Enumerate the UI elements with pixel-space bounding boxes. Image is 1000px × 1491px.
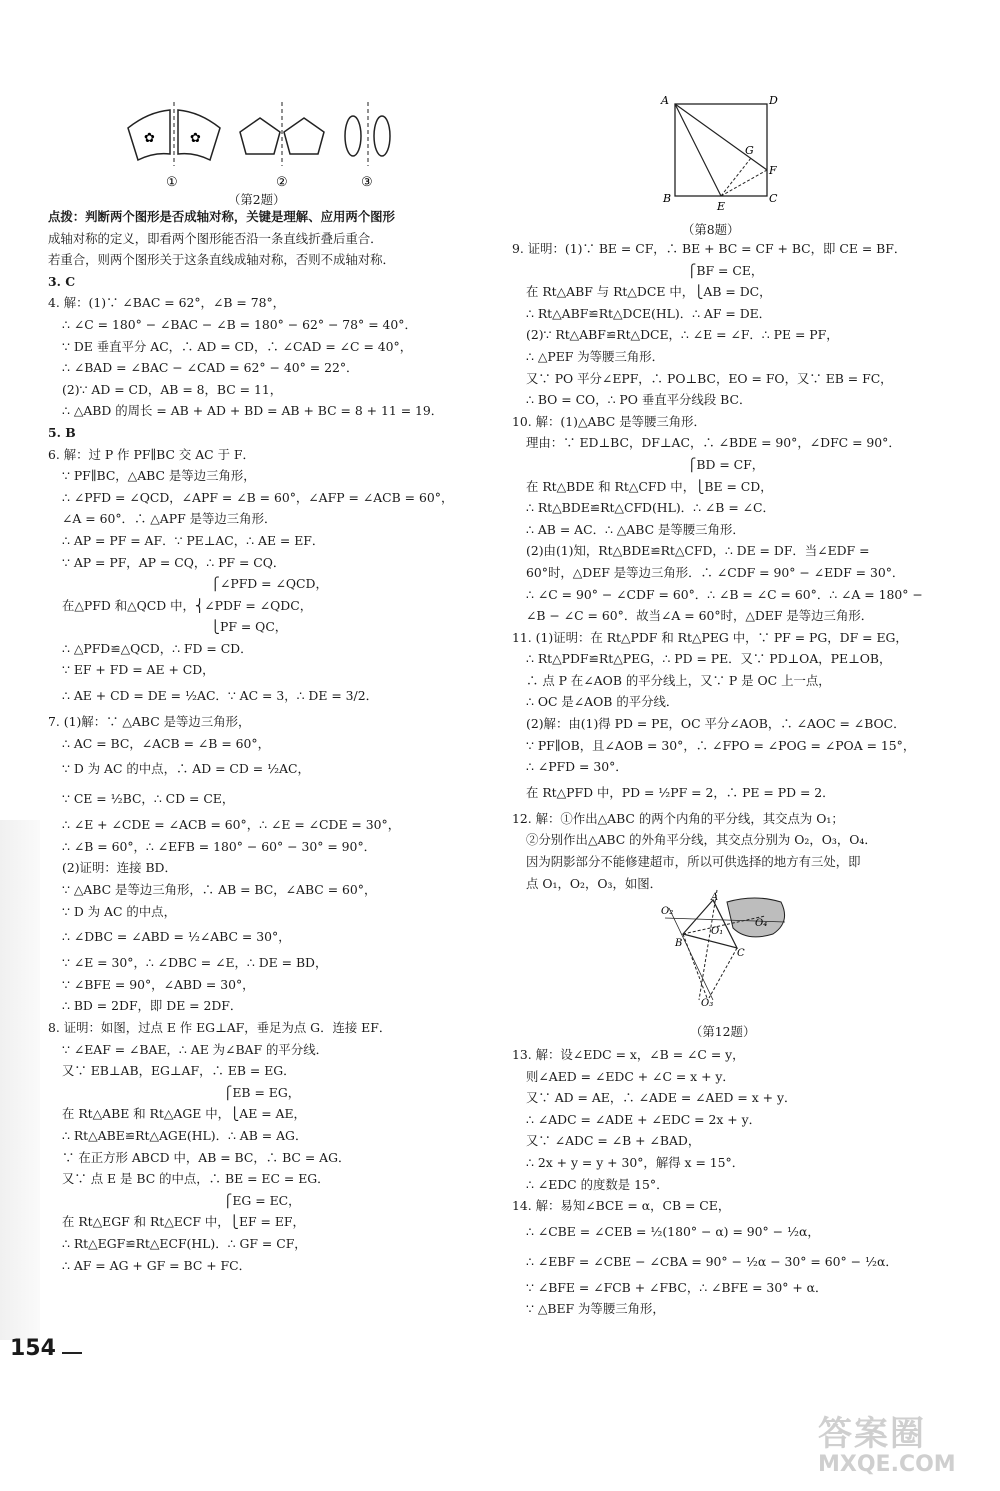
fig8-point-D: D xyxy=(769,94,778,107)
figure-2-label-3: ③ xyxy=(361,175,373,190)
figure-12-caption: （第12题） xyxy=(690,1024,756,1039)
text-line: ∴ Rt△ABF≌Rt△DCE(HL)．∴ AF = DE． xyxy=(526,305,772,321)
left-column xyxy=(48,206,466,1276)
right-column xyxy=(512,238,952,894)
text-line: ∴ AP = PF = AF．∵ PE⊥AC，∴ AE = EF． xyxy=(62,532,325,548)
fig12-point-A: A xyxy=(711,892,719,903)
text-line: 60°时，△DEF 是等边三角形．∴ ∠CDF = 90° − ∠EDF = 30°． xyxy=(526,564,905,580)
fig8-point-G: G xyxy=(745,144,754,157)
text-line: ∴ Rt△EGF≌Rt△ECF(HL)．∴ GF = CF， xyxy=(62,1235,307,1251)
fig12-point-O3: O₃ xyxy=(701,998,714,1009)
text-line: ⎧BD = CF， xyxy=(526,456,765,472)
text-line: 在 Rt△BDE 和 Rt△CFD 中，⎩BE = CD， xyxy=(526,478,773,494)
text-line: ∵ △BEF 为等腰三角形， xyxy=(526,1301,665,1317)
text-line: ∵ PF∥OB，且∠AOB = 30°，∴ ∠FPO = ∠POG = ∠POA = 15°， xyxy=(526,737,916,753)
text-line: ∵ DE 垂直平分 AC，∴ AD = CD，∴ ∠CAD = ∠C = 40°， xyxy=(62,338,413,354)
text-line: ∵ ∠BFE = ∠FCB + ∠FBC，∴ ∠BFE = 30° + α． xyxy=(526,1279,828,1295)
text-line: ∴ ∠EDC 的度数是 15°． xyxy=(526,1176,669,1192)
text-line: ∵ CE = ½BC，∴ CD = CE， xyxy=(62,791,235,807)
text-line: ∠A = 60°．∴ △APF 是等边三角形． xyxy=(62,511,277,527)
text-line: ∴ AC = BC，∠ACB = ∠B = 60°， xyxy=(62,735,270,751)
text-line: 3. C xyxy=(48,273,76,289)
text-line: 10. 解：(1)△ABC 是等腰三角形． xyxy=(512,413,706,429)
page-number: 154 xyxy=(10,1336,56,1361)
text-line: ∴ ∠PFD = ∠QCD，∠APF = ∠B = 60°，∠AFP = ∠ACB = 60°， xyxy=(62,489,454,505)
text-line: 因为阴影部分不能修建超市，所以可供选择的地方有三处，即 xyxy=(526,854,861,870)
text-line: ∵ D 为 AC 的中点，∴ AD = CD = ½AC， xyxy=(62,761,310,777)
text-line: 13. 解：设∠EDC = x，∠B = ∠C = y， xyxy=(512,1047,745,1062)
fig8-point-F: F xyxy=(769,164,777,177)
text-line: 又∵ AD = AE，∴ ∠ADE = ∠AED = x + y． xyxy=(526,1090,797,1106)
fig12-point-O2: O₂ xyxy=(661,906,674,917)
text-line: ∴ BD = 2DF，即 DE = 2DF． xyxy=(62,998,243,1014)
text-line: ∵ △ABC 是等边三角形，∴ AB = BC，∠ABC = 60°， xyxy=(62,882,377,898)
figure-12 xyxy=(655,888,795,1010)
text-line: 在△PFD 和△QCD 中，⎨∠PDF = ∠QDC， xyxy=(62,597,313,613)
text-line: ⎧EG = EC， xyxy=(62,1192,301,1208)
svg-text:✿: ✿ xyxy=(190,131,201,146)
text-line: ∵ D 为 AC 的中点， xyxy=(62,903,176,919)
fig12-point-C: C xyxy=(737,948,745,959)
watermark-url: MXQE.COM xyxy=(818,1452,956,1477)
text-line: ∴ Rt△BDE≌Rt△CFD(HL)．∴ ∠B = ∠C． xyxy=(526,500,775,516)
watermark xyxy=(818,1406,988,1484)
text-line: ∴ △ABD 的周长 = AB + AD + BD = AB + BC = 8 + 11 = 19． xyxy=(62,403,444,419)
text-line: ∴ ∠E + ∠CDE = ∠ACB = 60°，∴ ∠E = ∠CDE = 30°， xyxy=(62,817,401,833)
text-line: 又∵ ∠ADC = ∠B + ∠BAD， xyxy=(526,1133,701,1149)
fig8-point-B: B xyxy=(663,192,672,205)
text-line: ∵ AP = PF，AP = CQ，∴ PF = CQ． xyxy=(62,554,286,570)
figure-2-caption: （第2题） xyxy=(228,192,286,207)
text-line: ∴ ∠ADC = ∠ADE + ∠EDC = 2x + y． xyxy=(526,1111,762,1127)
text-line: ∴ Rt△ABE≌Rt△AGE(HL)．∴ AB = AG． xyxy=(62,1127,308,1143)
text-line: ∴ ∠C = 180° − ∠BAC − ∠B = 180° − 62° − 78° = 40°． xyxy=(62,316,417,332)
watermark-title: 答案圈 xyxy=(818,1414,926,1454)
text-line: 4. 解：(1)∵ ∠BAC = 62°，∠B = 78°， xyxy=(48,295,286,311)
text-line: ∴ △PEF 为等腰三角形． xyxy=(526,348,665,364)
fig8-point-A: A xyxy=(661,94,669,107)
text-line: ∴ ∠DBC = ∠ABD = ½∠ABC = 30°， xyxy=(62,929,291,945)
text-line: 14. 解：易知∠BCE = α，CB = CE， xyxy=(512,1198,731,1214)
fig8-point-C: C xyxy=(769,192,778,205)
text-line: 11. (1)证明：在 Rt△PDF 和 Rt△PEG 中，∵ PF = PG，DF = EG， xyxy=(512,629,908,645)
figure-8-caption: （第8题） xyxy=(682,222,740,237)
text-line: 在 Rt△PFD 中，PD = ½PF = 2，∴ PE = PD = 2． xyxy=(526,784,835,800)
text-line: ∴ ∠BAD = ∠BAC − ∠CAD = 62° − 40° = 22°． xyxy=(62,360,359,376)
text-line: ∴ AE + CD = DE = ½AC．∵ AC = 3，∴ DE = 3/2． xyxy=(62,688,378,704)
page-number-rule xyxy=(62,1352,82,1354)
text-line: ∵ PF∥BC，△ABC 是等边三角形， xyxy=(62,468,256,484)
figure-8 xyxy=(655,92,785,220)
text-line: ∴ ∠C = 90° − ∠CDF = 60°．∴ ∠B = ∠C = 60°．∴ ∠A = 180° − xyxy=(526,586,923,602)
text-line: ∴ Rt△PDF≌Rt△PEG，∴ PD = PE．又∵ PD⊥OA，PE⊥OB， xyxy=(526,651,892,667)
fig12-point-O4: O₄ xyxy=(755,918,768,929)
text-line: ∵ ∠BFE = 90°，∠ABD = 30°， xyxy=(62,976,255,992)
text-line: 成轴对称的定义，即看两个图形能否沿一条直线折叠后重合． xyxy=(48,230,383,246)
text-line: 12. 解：①作出△ABC 的两个内角的平分线，其交点为 O₁； xyxy=(512,810,844,826)
text-line: 7. (1)解：∵ △ABC 是等边三角形， xyxy=(48,714,251,730)
text-line: ∠B − ∠C = 60°．故当∠A = 60°时，△DEF 是等边三角形． xyxy=(526,608,874,624)
text-line: (2)证明：连接 BD． xyxy=(62,860,177,876)
text-line: ∴ ∠PFD = 30°． xyxy=(526,759,628,775)
fig8-point-E: E xyxy=(717,200,726,213)
text-line: ∴ ∠EBF = ∠CBE − ∠CBA = 90° − ½α − 30° = 60° − ½α． xyxy=(526,1253,898,1269)
text-line: (2)由(1)知，Rt△BDE≌Rt△CFD，∴ DE = DF．当∠EDF = xyxy=(526,543,870,559)
text-line: ∴ AB = AC．∴ △ABC 是等腰三角形． xyxy=(526,521,745,537)
text-line: 若重合，则两个图形关于这条直线成轴对称，否则不成轴对称． xyxy=(48,252,395,268)
text-line: (2)解：由(1)得 PD = PE，OC 平分∠AOB，∴ ∠AOC = ∠BOC． xyxy=(526,716,906,732)
svg-text:✿: ✿ xyxy=(144,131,155,146)
text-line: ∵ EF + FD = AE + CD， xyxy=(62,662,215,678)
text-line: ∴ 2x + y = y + 30°，解得 x = 15°． xyxy=(526,1154,745,1170)
text-line: 又∵ 点 E 是 BC 的中点，∴ BE = EC = EG． xyxy=(62,1171,330,1187)
text-line: ∴ AF = AG + GF = BC + FC． xyxy=(62,1257,252,1273)
text-line: ∴ BO = CO，∴ PO 垂直平分线段 BC． xyxy=(526,392,752,408)
text-line: ⎧∠PFD = ∠QCD， xyxy=(62,576,328,592)
text-line: 点 O₁，O₂，O₃，如图． xyxy=(526,875,663,891)
text-line: 8. 证明：如图，过点 E 作 EG⊥AF，垂足为点 G．连接 EF． xyxy=(48,1020,392,1035)
text-line: ②分别作出△ABC 的外角平分线，其交点分别为 O₂，O₃，O₄． xyxy=(526,832,877,848)
text-line: ⎩PF = QC， xyxy=(62,619,288,635)
text-line: 在 Rt△ABF 与 Rt△DCE 中，⎩AB = DC， xyxy=(526,284,772,300)
figure-2 xyxy=(118,100,408,192)
fig12-point-O1: O₁ xyxy=(711,926,724,937)
fig12-point-B: B xyxy=(675,938,683,949)
text-line: ∴ OC 是∠AOB 的平分线． xyxy=(526,694,679,710)
text-line: 理由：∵ ED⊥BC，DF⊥AC，∴ ∠BDE = 90°，∠DFC = 90°． xyxy=(526,435,901,451)
text-line: ∵ 在正方形 ABCD 中，AB = BC，∴ BC = AG． xyxy=(62,1149,351,1165)
text-line: ∵ ∠E = 30°，∴ ∠DBC = ∠E，∴ DE = BD， xyxy=(62,955,328,971)
text-line: (2)∵ Rt△ABF≌Rt△DCE，∴ ∠E = ∠F．∴ PE = PF， xyxy=(526,327,839,343)
text-line: 又∵ PO 平分∠EPF，∴ PO⊥BC，EO = FO，又∵ EB = FC， xyxy=(526,370,893,386)
text-line: ∴ ∠CBE = ∠CEB = ½(180° − α) = 90° − ½α， xyxy=(526,1223,820,1239)
text-line: ⎧BF = CE， xyxy=(526,262,764,278)
figure-2-label-1: ① xyxy=(166,175,178,190)
text-line: 又∵ EB⊥AB，EG⊥AF，∴ EB = EG． xyxy=(62,1063,296,1079)
text-line: ∴ △PFD≌△QCD，∴ FD = CD． xyxy=(62,640,253,656)
text-line: 9. 证明：(1)∵ BE = CF，∴ BE + BC = CF + BC，即 CE = BF． xyxy=(512,241,907,256)
right-column-lower xyxy=(512,1044,952,1320)
figure-2-label-2: ② xyxy=(276,175,288,190)
text-line: 在 Rt△EGF 和 Rt△ECF 中，⎩EF = EF， xyxy=(62,1214,305,1230)
text-line: ∴ 点 P 在∠AOB 的平分线上，又∵ P 是 OC 上一点， xyxy=(526,672,831,688)
text-line: 在 Rt△ABE 和 Rt△AGE 中，⎩AE = AE， xyxy=(62,1106,306,1122)
text-line: 点拨：判断两个图形是否成轴对称，关键是理解、应用两个图形 xyxy=(48,209,395,224)
text-line: 6. 解：过 P 作 PF∥BC 交 AC 于 F． xyxy=(48,446,255,462)
side-stamp-decoration xyxy=(0,820,40,1340)
text-line: ⎧EB = EG， xyxy=(62,1084,301,1100)
text-line: 则∠AED = ∠EDC + ∠C = x + y． xyxy=(526,1068,735,1084)
text-line: ∵ ∠EAF = ∠BAE，∴ AE 为∠BAF 的平分线． xyxy=(62,1041,328,1057)
text-line: (2)∵ AD = CD，AB = 8，BC = 11， xyxy=(62,381,283,397)
text-line: 5. B xyxy=(48,424,76,440)
text-line: ∴ ∠B = 60°，∴ ∠EFB = 180° − 60° − 30° = 90°． xyxy=(62,838,377,854)
